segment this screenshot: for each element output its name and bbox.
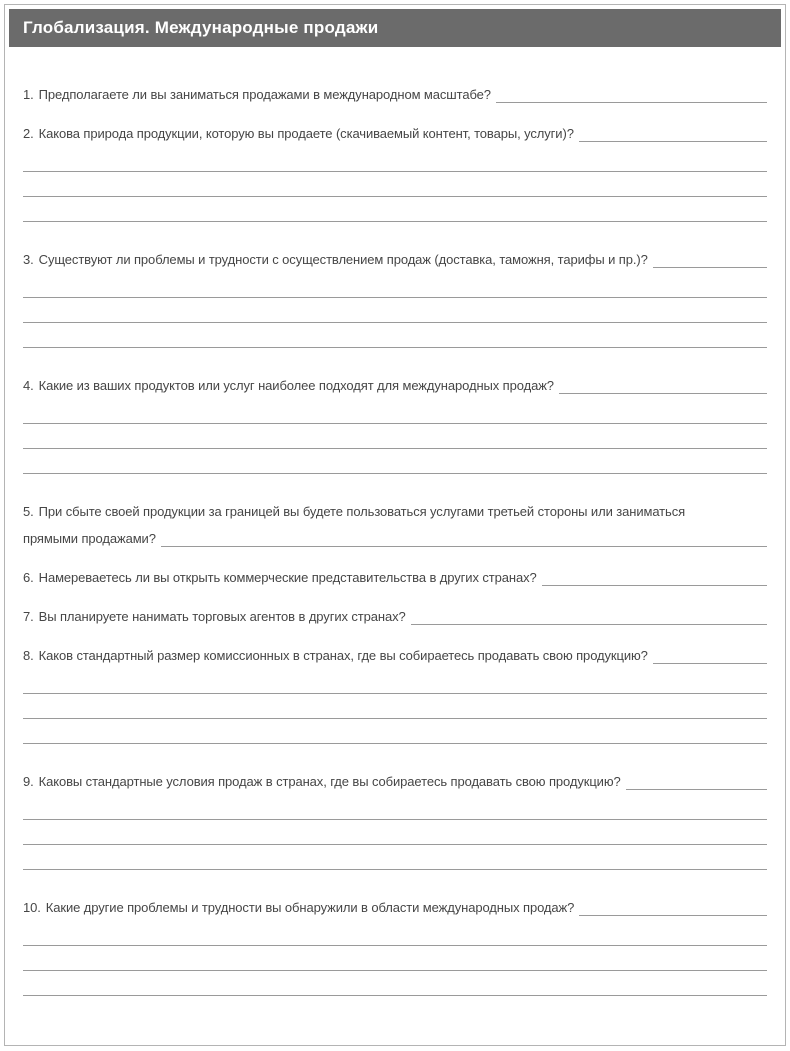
question-row [23,372,767,399]
answer-fill-line [542,564,767,586]
question-row [23,498,767,525]
answer-fill-line [411,603,767,625]
question-block [23,894,767,996]
question-row [23,768,767,795]
answer-fill-line [579,120,767,142]
question-text: Предполагаете ли вы заниматься продажами в международном масштабе? [38,87,491,102]
question-block [23,768,767,870]
answer-line [23,921,767,946]
question-block [23,564,767,591]
answer-line [23,820,767,845]
question-number: 10. [23,900,41,915]
question-number: 1. [23,87,34,102]
answer-line [23,449,767,474]
answer-fill-line [653,246,767,268]
question-number: 5. [23,504,34,519]
question-row [23,603,767,630]
question-row [23,81,767,108]
answer-line [23,946,767,971]
questions-container [5,51,785,996]
question-text: Намереваетесь ли вы открыть коммерческие представительства в других странах? [38,570,537,585]
question-block [23,120,767,222]
question-block [23,603,767,630]
question-text: Каковы стандартные условия продаж в странах, где вы собираетесь продавать свою продукцию? [38,774,621,789]
answer-line [23,795,767,820]
question-text: При сбыте своей продукции за границей вы будете пользоваться услугами третьей стороны или заниматься [38,504,686,519]
question-row [23,120,767,147]
answer-fill-line [653,642,767,664]
question-number: 2. [23,126,34,141]
answer-line [23,298,767,323]
question-block [23,246,767,348]
answer-fill-line [559,372,767,394]
answer-line [23,719,767,744]
answer-line [23,172,767,197]
question-block [23,372,767,474]
answer-fill-line [161,525,767,547]
question-text: Какова природа продукции, которую вы продаете (скачиваемый контент, товары, услуги)? [38,126,574,141]
answer-line [23,399,767,424]
answer-fill-line [496,81,767,103]
answer-line [23,669,767,694]
question-block [23,498,767,552]
question-row [23,246,767,273]
question-block [23,81,767,108]
question-row [23,564,767,591]
question-number: 7. [23,609,34,624]
question-block [23,642,767,744]
question-number: 6. [23,570,34,585]
worksheet-page [4,4,786,1046]
question-number: 4. [23,378,34,393]
page-title: Глобализация. Международные продажи [23,18,379,37]
answer-line [23,273,767,298]
answer-line [23,694,767,719]
answer-fill-line [579,894,767,916]
answer-line [23,147,767,172]
question-row [23,642,767,669]
question-text: Вы планируете нанимать торговых агентов в других странах? [38,609,406,624]
answer-line [23,197,767,222]
question-row [23,894,767,921]
question-text: Какие из ваших продуктов или услуг наиболее подходят для международных продаж? [38,378,554,393]
question-number: 9. [23,774,34,789]
question-number: 3. [23,252,34,267]
answer-line [23,971,767,996]
question-text: Каков стандартный размер комиссионных в странах, где вы собираетесь продавать свою продукцию? [38,648,648,663]
question-text: Существуют ли проблемы и трудности с осуществлением продаж (доставка, таможня, тарифы и пр.)? [38,252,648,267]
answer-line [23,424,767,449]
page-header [9,9,781,47]
question-row [23,525,767,552]
question-text: Какие другие проблемы и трудности вы обнаружили в области международных продаж? [45,900,575,915]
answer-fill-line [626,768,767,790]
answer-line [23,845,767,870]
question-number: 8. [23,648,34,663]
question-text: прямыми продажами? [23,531,156,546]
answer-line [23,323,767,348]
